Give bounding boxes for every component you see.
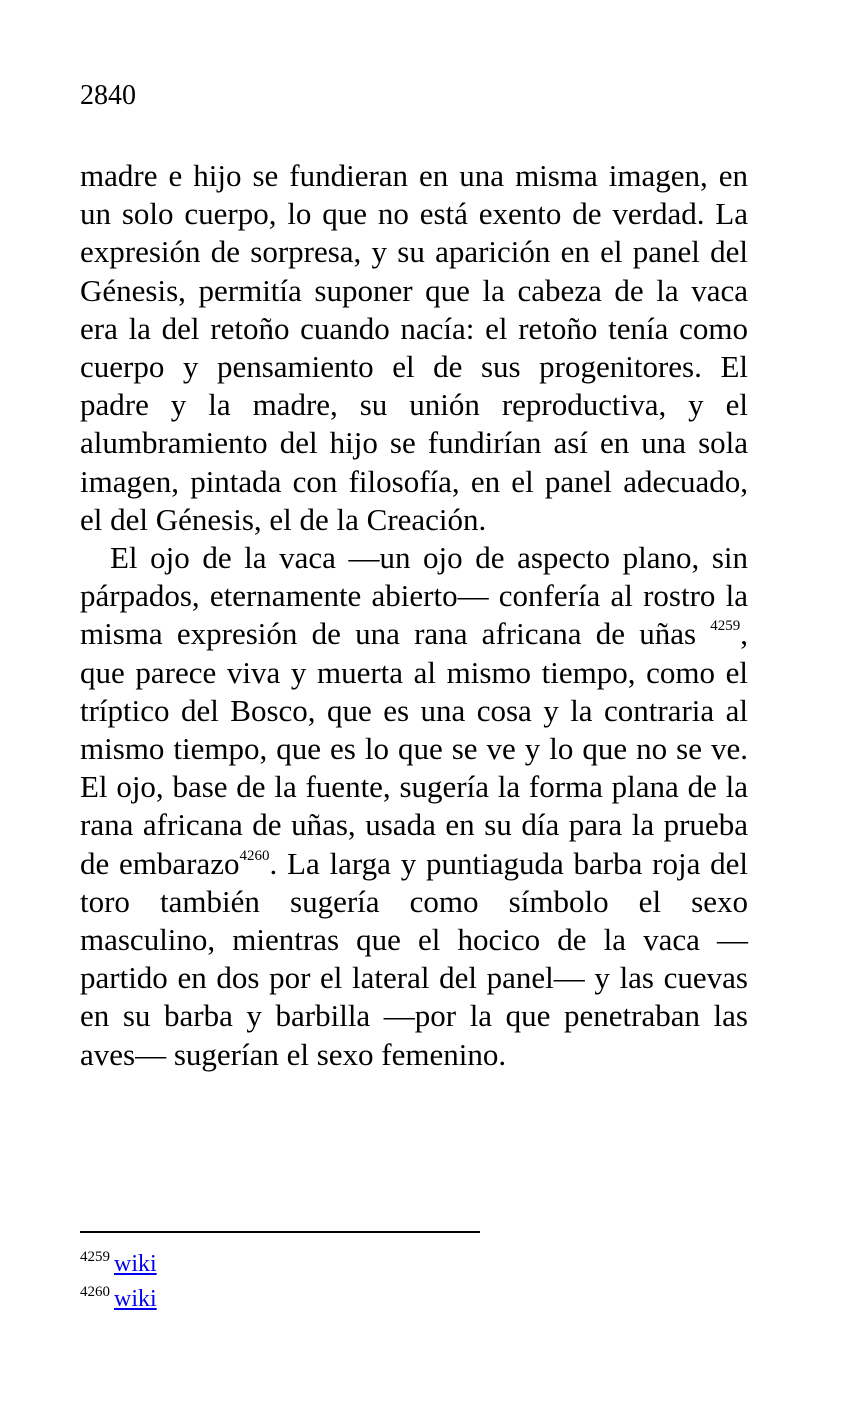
footnote-link[interactable]: wiki xyxy=(114,1286,157,1312)
footnote-number: 4259 xyxy=(80,1249,110,1265)
paragraph xyxy=(80,539,748,1074)
paragraph-text: , que parece viva y muerta al mismo tiempo, como el tríptico del Bosco, que es una cosa y la contraria al mismo tiempo, que es lo que se ve y lo que no se ve. El ojo, base de la fuente, sugería la forma plana de la rana africana de uñas, usada en su día para la prueba de embarazo xyxy=(80,616,748,881)
paragraph: madre e hijo se fundieran en una misma imagen, en un solo cuerpo, lo que no está exento de verdad. La expresión de sorpresa, y su aparición en el panel del Génesis, permitía suponer que la cabeza de la vaca era la del retoño cuando nacía: el retoño tenía como cuerpo y pensamiento el de sus progenitores. El padre y la madre, su unión reproductiva, y el alumbramiento del hijo se fundirían así en una sola imagen, pintada con filosofía, en el panel adecuado, el del Génesis, el de la Creación. xyxy=(80,158,748,537)
footnote-reference: 4260 xyxy=(239,847,270,864)
footnote-reference: 4259 xyxy=(710,618,741,635)
footnote-link[interactable]: wiki xyxy=(114,1251,157,1277)
paragraph-text: . La larga y puntiaguda barba roja del toro también sugería como símbolo el sexo masculino, mientras que el hocico de la vaca —partido en dos por el lateral del panel— y las cuevas en su barba y barbilla —por la que penetraban las aves— sugerían el sexo femenino. xyxy=(80,845,748,1072)
footnote-number: 4260 xyxy=(80,1284,110,1300)
footnote xyxy=(80,1248,157,1283)
paragraph-text: El ojo de la vaca —un ojo de aspecto plano, sin párpados, eternamente abierto— confería al rostro la misma expresión de una rana africana de uñas xyxy=(80,540,748,652)
body-text xyxy=(80,157,748,1074)
footnotes xyxy=(80,1248,157,1318)
footnote-divider xyxy=(80,1231,480,1233)
footnote xyxy=(80,1283,157,1318)
page-number: 2840 xyxy=(80,80,136,111)
